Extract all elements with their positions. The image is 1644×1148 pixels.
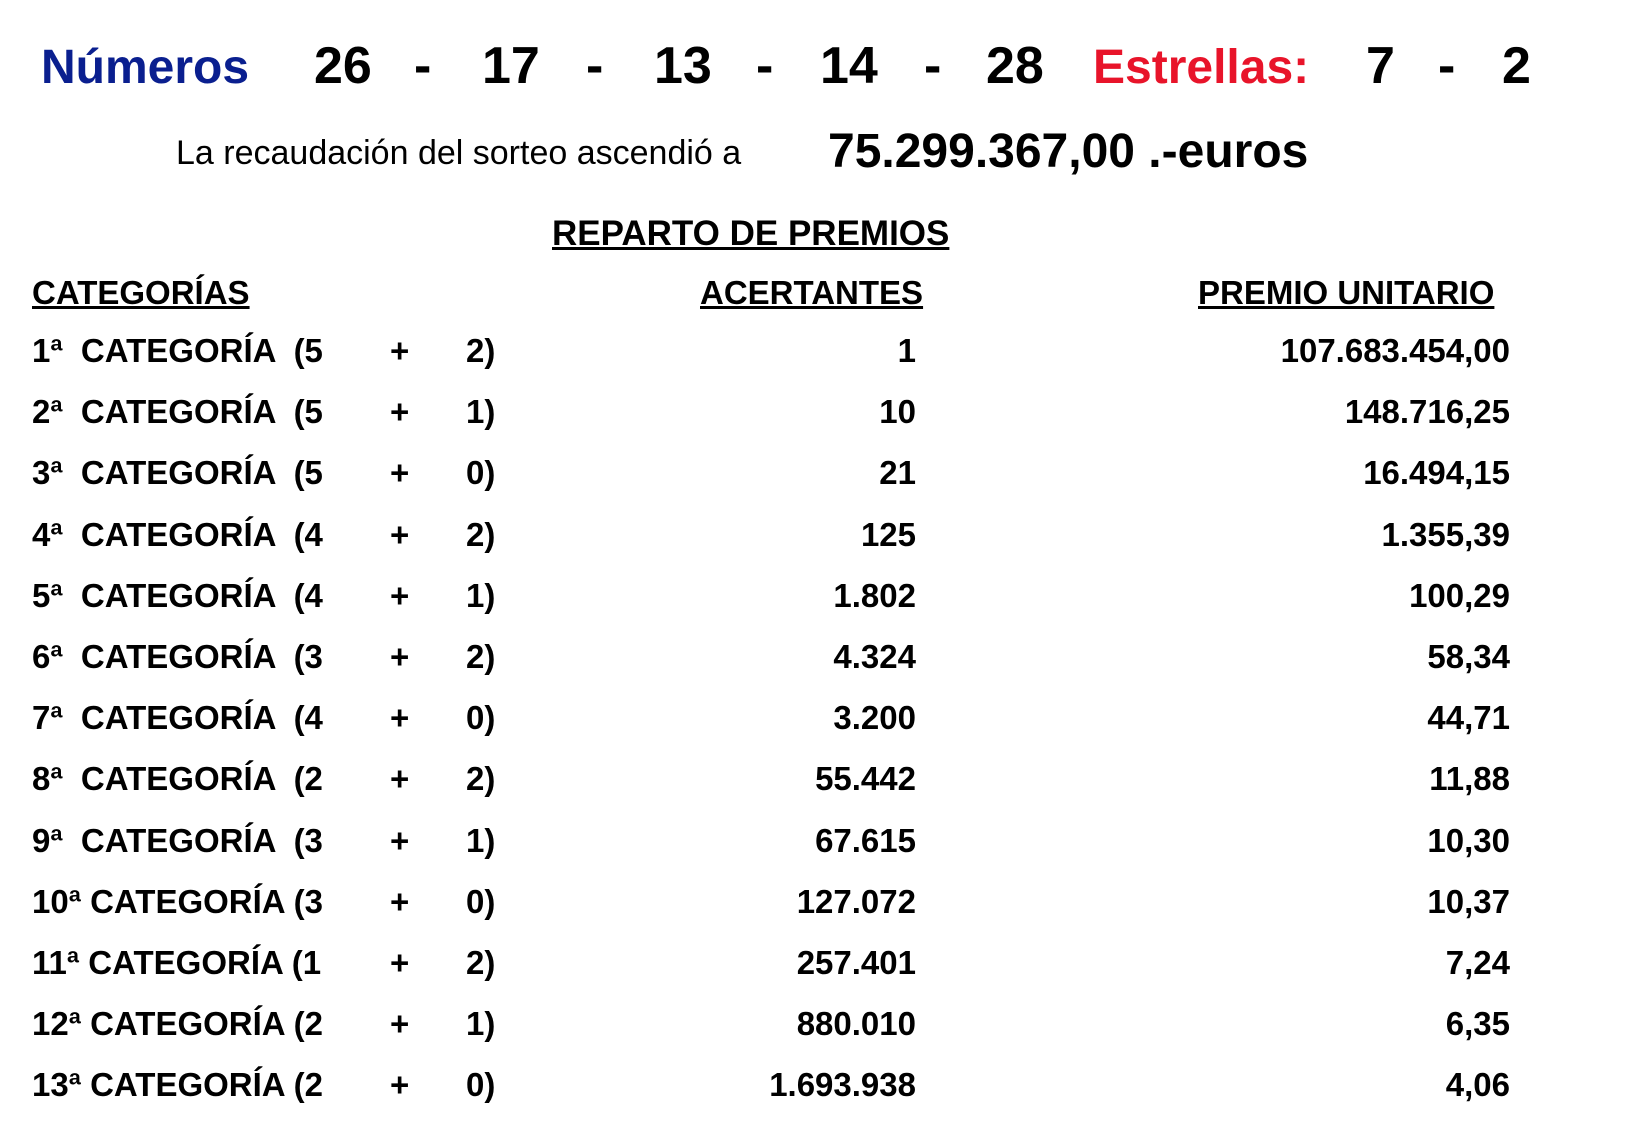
acertantes-value: 21 (879, 454, 916, 492)
acertantes-value: 257.401 (796, 943, 916, 981)
stars-count: 0) (466, 699, 496, 737)
recaudacion-text: La recaudación del sorteo ascendió a (176, 134, 742, 172)
number-2: 17 (482, 37, 540, 95)
category-label: 2ª CATEGORÍA (5 (32, 393, 323, 431)
column-header-premio-unitario: PREMIO UNITARIO (1198, 274, 1495, 311)
plus-sign: + (390, 821, 410, 859)
premio-value: 100,29 (1409, 576, 1510, 614)
premio-value: 6,35 (1445, 1005, 1510, 1043)
plus-sign: + (390, 515, 410, 553)
premio-value: 44,71 (1427, 699, 1510, 737)
category-label: 6ª CATEGORÍA (3 (32, 637, 323, 675)
recaudacion-amount: 75.299.367,00 .-euros (828, 125, 1309, 178)
table-row (0, 577, 1644, 638)
prize-table (0, 332, 1644, 1127)
acertantes-value: 1 (897, 332, 916, 369)
category-label: 11ª CATEGORÍA (1 (32, 943, 322, 981)
stars-count: 2) (466, 332, 496, 369)
number-3: 13 (654, 37, 712, 95)
table-row (0, 393, 1644, 454)
category-label: 5ª CATEGORÍA (4 (32, 576, 323, 614)
category-label: 12ª CATEGORÍA (2 (32, 1005, 323, 1043)
plus-sign: + (390, 454, 410, 492)
premio-value: 10,30 (1427, 821, 1510, 859)
acertantes-value: 55.442 (815, 760, 916, 798)
plus-sign: + (390, 332, 410, 369)
table-row (0, 332, 1644, 393)
premio-value: 7,24 (1445, 943, 1510, 981)
premio-value: 4,06 (1445, 1066, 1510, 1104)
category-label: 1ª CATEGORÍA (5 (32, 332, 323, 369)
premio-value: 107.683.454,00 (1280, 332, 1510, 369)
premio-value: 11,88 (1429, 760, 1510, 798)
category-label: 7ª CATEGORÍA (4 (32, 699, 323, 737)
plus-sign: + (390, 1066, 410, 1104)
stars-count: 2) (466, 637, 496, 675)
stars-count: 0) (466, 1066, 496, 1104)
table-row (0, 699, 1644, 760)
star-2: 2 (1502, 37, 1531, 95)
stars-count: 1) (466, 576, 496, 614)
stars-count: 2) (466, 760, 496, 798)
star-separator: - (1438, 37, 1456, 95)
stars-count: 1) (466, 1005, 496, 1043)
number-separator-1: - (414, 37, 432, 95)
table-row (0, 944, 1644, 1005)
stars-count: 0) (466, 454, 496, 492)
acertantes-value: 125 (860, 515, 916, 553)
table-row (0, 760, 1644, 821)
number-separator-4: - (924, 37, 942, 95)
premio-value: 1.355,39 (1381, 515, 1510, 553)
category-label: 9ª CATEGORÍA (3 (32, 821, 323, 859)
number-5: 28 (986, 37, 1044, 95)
stars-count: 1) (466, 393, 496, 431)
premio-value: 16.494,15 (1363, 454, 1510, 492)
numbers-label: Números (41, 41, 250, 94)
table-row (0, 454, 1644, 515)
stars-count: 2) (466, 515, 496, 553)
column-header-categorias: CATEGORÍAS (32, 274, 250, 311)
number-separator-3: - (756, 37, 774, 95)
plus-sign: + (390, 637, 410, 675)
acertantes-value: 4.324 (833, 637, 916, 675)
stars-count: 2) (466, 943, 496, 981)
stars-label: Estrellas: (1093, 41, 1310, 94)
premio-value: 58,34 (1427, 637, 1510, 675)
reparto-title: REPARTO DE PREMIOS (552, 214, 950, 253)
number-4: 14 (820, 37, 878, 95)
category-label: 3ª CATEGORÍA (5 (32, 454, 323, 492)
acertantes-value: 127.072 (796, 882, 916, 920)
acertantes-value: 67.615 (815, 821, 916, 859)
winning-numbers-line (0, 36, 1644, 106)
plus-sign: + (390, 943, 410, 981)
table-row (0, 638, 1644, 699)
category-label: 4ª CATEGORÍA (4 (32, 515, 323, 553)
table-row (0, 822, 1644, 883)
number-1: 26 (314, 37, 372, 95)
column-header-acertantes: ACERTANTES (700, 274, 924, 311)
premio-value: 148.716,25 (1344, 393, 1510, 431)
number-separator-2: - (586, 37, 604, 95)
plus-sign: + (390, 699, 410, 737)
stars-count: 1) (466, 821, 496, 859)
category-label: 8ª CATEGORÍA (2 (32, 760, 323, 798)
table-row (0, 516, 1644, 577)
table-row (0, 883, 1644, 944)
acertantes-value: 1.693.938 (769, 1066, 916, 1104)
category-label: 10ª CATEGORÍA (3 (32, 882, 323, 920)
acertantes-value: 1.802 (833, 576, 916, 614)
plus-sign: + (390, 576, 410, 614)
plus-sign: + (390, 393, 410, 431)
acertantes-value: 880.010 (796, 1005, 916, 1043)
plus-sign: + (390, 760, 410, 798)
plus-sign: + (390, 1005, 410, 1043)
stars-count: 0) (466, 882, 496, 920)
acertantes-value: 3.200 (833, 699, 916, 737)
premio-value: 10,37 (1427, 882, 1510, 920)
recaudacion-line (0, 124, 1644, 184)
star-1: 7 (1366, 37, 1395, 95)
plus-sign: + (390, 882, 410, 920)
acertantes-value: 10 (879, 393, 916, 431)
table-row (0, 1066, 1644, 1127)
category-label: 13ª CATEGORÍA (2 (32, 1066, 323, 1104)
table-row (0, 1005, 1644, 1066)
